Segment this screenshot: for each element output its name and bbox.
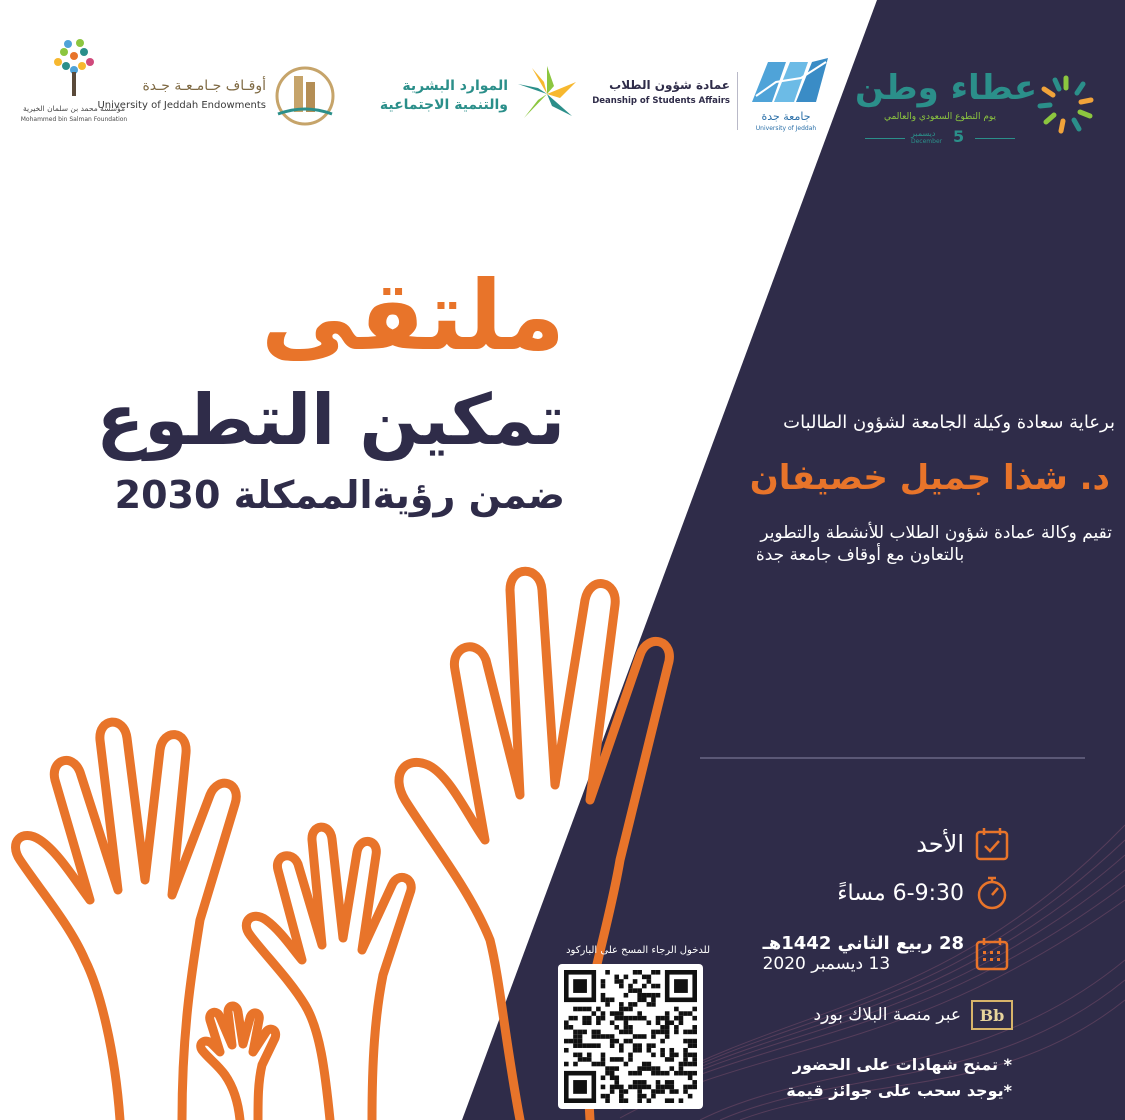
university-of-jeddah-logo: جامعة جدة University of Jeddah [742,52,832,142]
organizer-text-line1: تقيم وكالة عمادة شؤون الطلاب للأنشطة والتطوير [760,523,1112,543]
stopwatch-icon [974,875,1010,911]
title-vision-2030: ضمن رؤيةالممكلة 2030 [114,473,565,517]
qr-code-pattern [564,970,697,1103]
event-date-gregorian: 13 ديسمبر 2020 [762,953,891,974]
note-certificates: * تمنح شهادات على الحضور [792,1055,1012,1074]
middle-hand [246,827,411,1120]
tree-icon [46,38,102,100]
mbs-foundation-logo: مؤسسة محمد بن سلمان الخيرية Mohammed bin Salman Foundation [20,38,128,138]
event-date-text [763,934,964,974]
event-date-hijri: 28 ربيع الثاني 1442هـ [762,933,964,954]
event-date-row [763,934,1010,974]
building-emblem-icon [270,66,340,126]
logo-divider [737,72,738,130]
event-time: 6-9:30 مساءً [837,880,964,906]
event-platform-row [814,1000,1013,1030]
ataa-watan-date: ديسمبر December 5 [865,130,1015,148]
event-time-row [837,875,1010,911]
university-emblem-icon [746,52,830,108]
endowments-logo: أوقـاف جـامـعـة جـدة University of Jeddah Endowments [132,66,342,126]
hr-ministry-logo: الموارد البشرية والتنمية الاجتماعية [362,64,602,124]
ataa-watan-title: عطاء وطن [855,68,1038,108]
registration-qr-code[interactable] [558,964,703,1109]
event-day-row [916,826,1010,862]
calendar-grid-icon [974,936,1010,972]
small-hand [201,1006,276,1120]
event-platform: عبر منصة البلاك بورد [813,1005,961,1025]
speaker-name: د. شذا جميل خصيفان [749,458,1110,498]
note-prize-draw: *يوجد سحب على جوائز قيمة [786,1081,1012,1100]
left-hand [16,722,237,1120]
organizer-text-line2: بالتعاون مع أوقاف جامعة جدة [755,545,965,565]
blackboard-logo: Bb [971,1000,1013,1030]
qr-caption: للدخول الرجاء المسح على الباركود [566,945,710,956]
palm-star-icon [514,64,580,124]
calendar-check-icon [974,826,1010,862]
ataa-watan-logo [855,64,1105,154]
ataa-watan-subtitle: يوم التطوع السعودي والعالمي [883,112,997,122]
deanship-logo: عمادة شؤون الطلاب Deanship of Students Affairs [592,78,730,106]
title-forum: ملتقى [260,260,565,372]
patronage-text: برعاية سعادة وكيلة الجامعة لشؤون الطالبات [783,412,1115,433]
sunburst-icon [1033,72,1099,138]
event-day: الأحد [916,830,964,858]
title-volunteering-empowerment: تمكين التطوع [96,379,565,461]
